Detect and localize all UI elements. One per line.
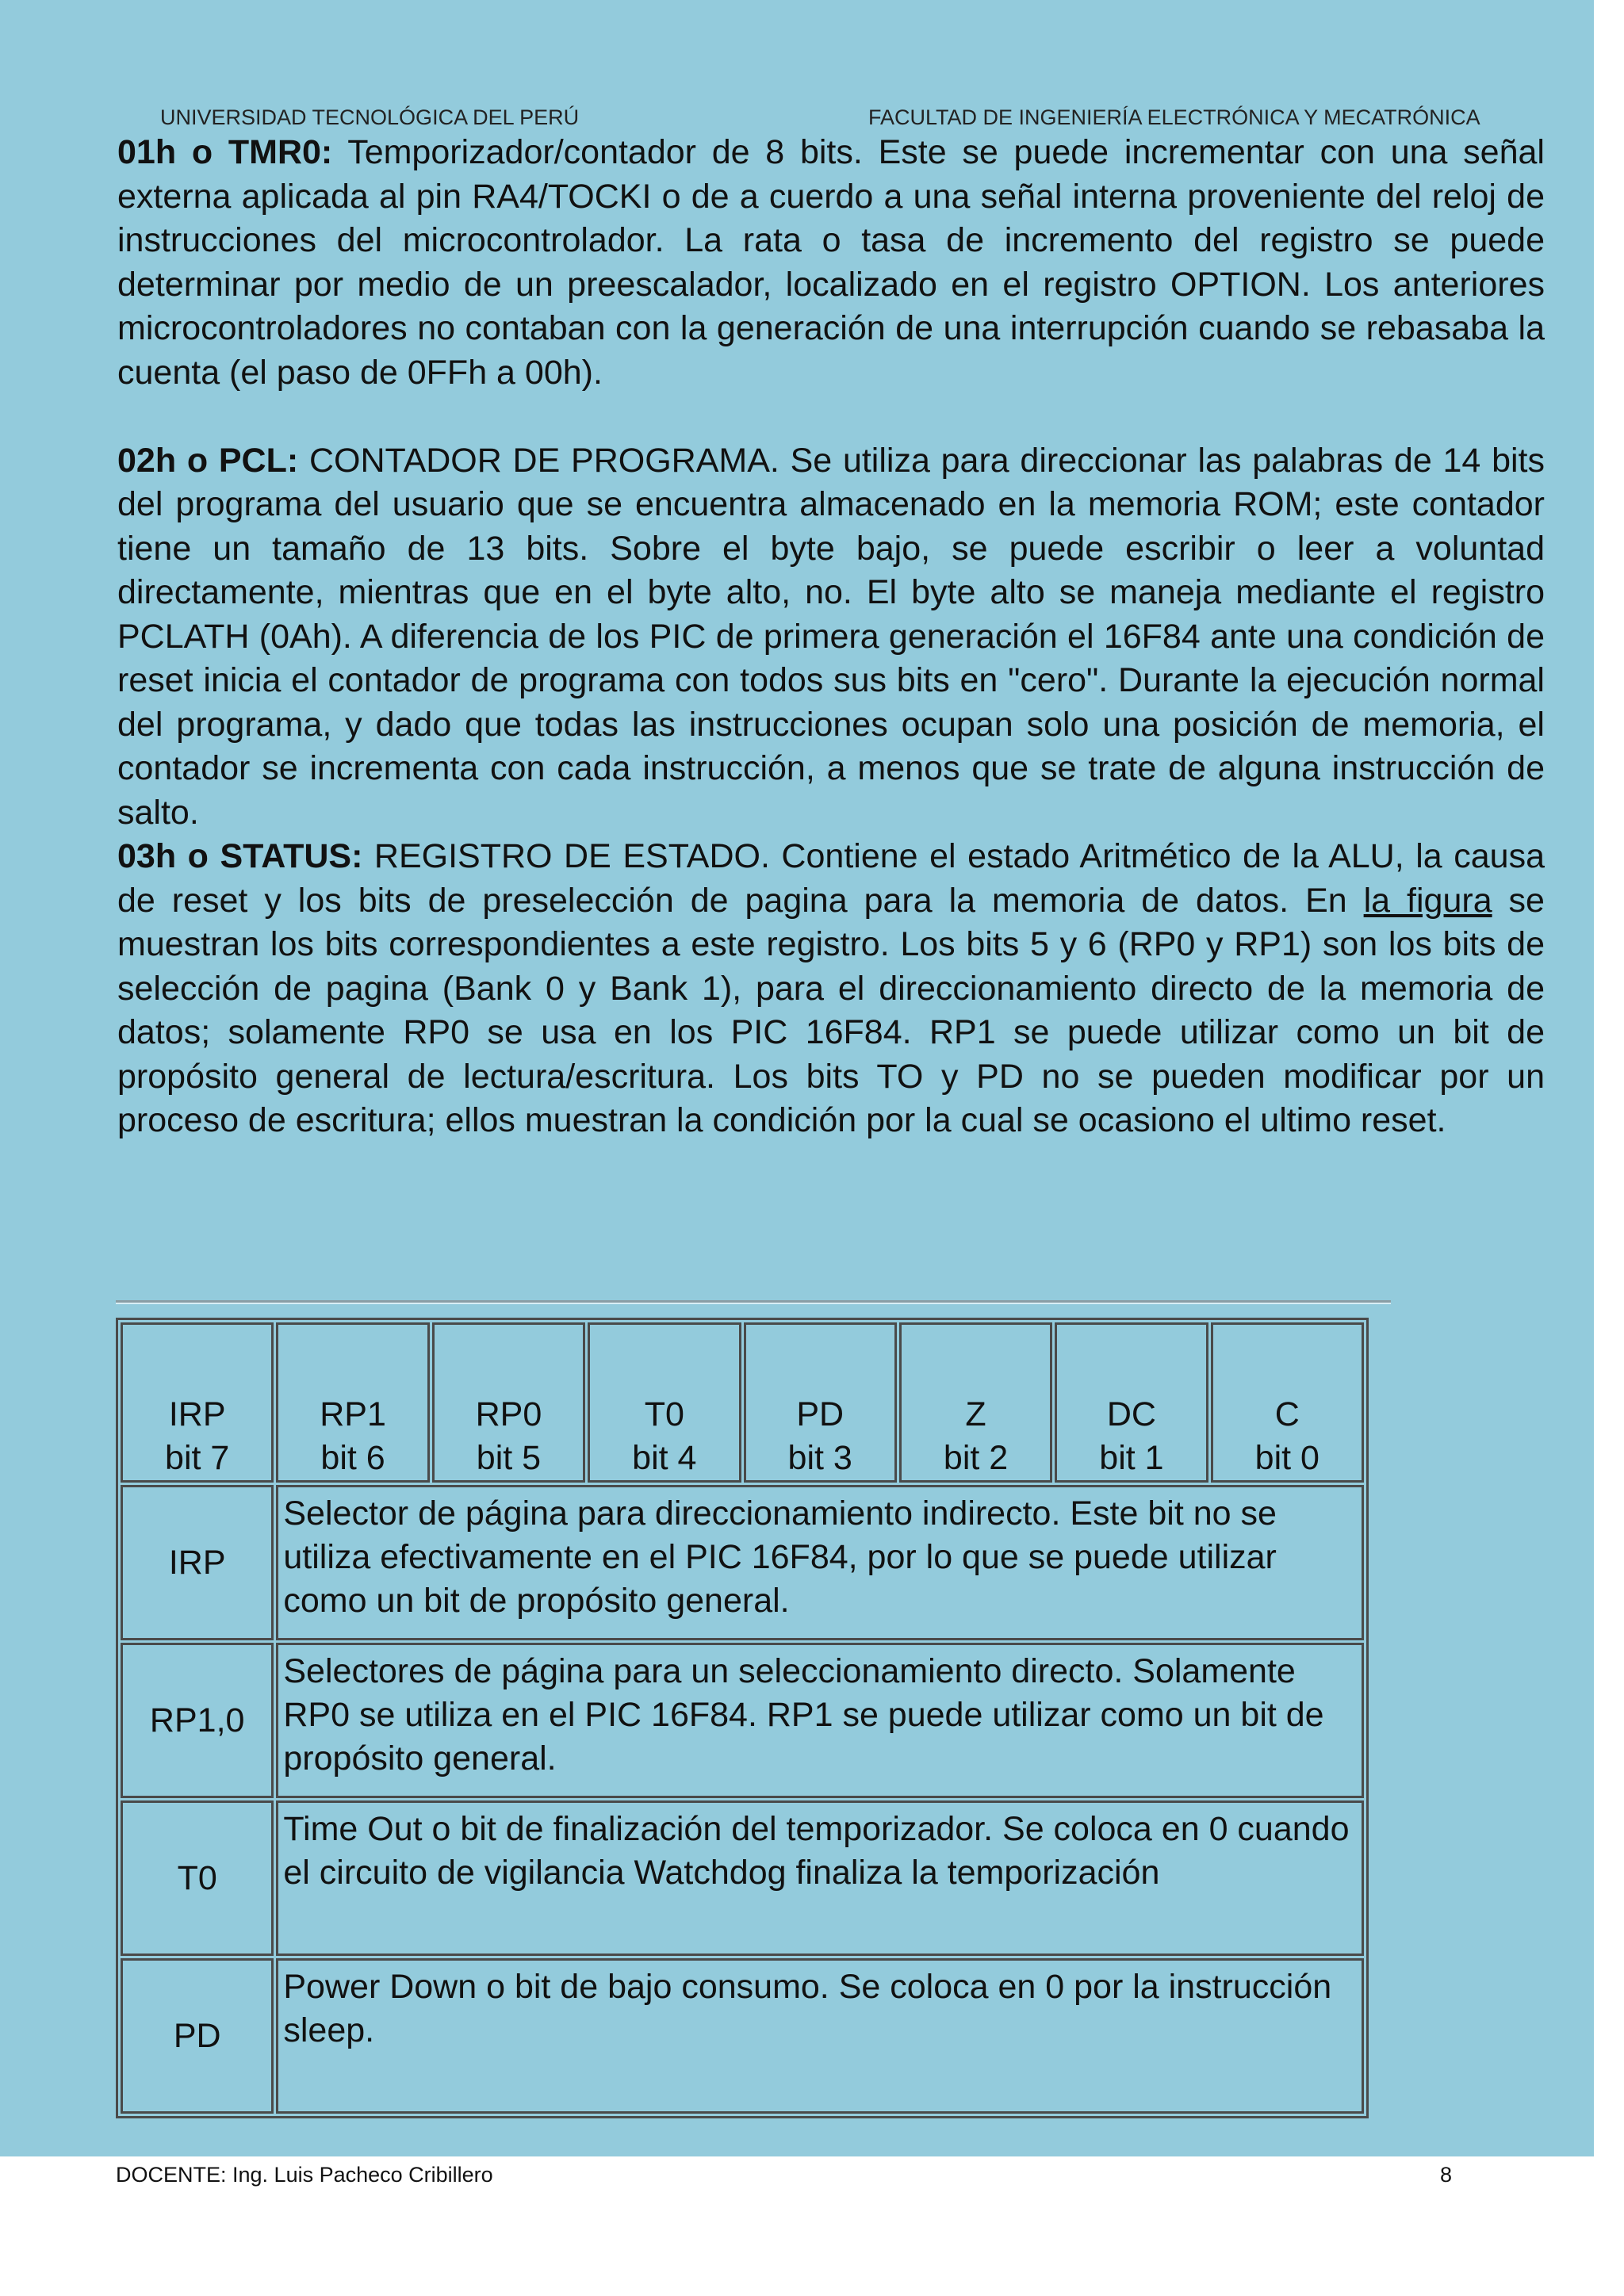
bit-cell bbox=[744, 1322, 897, 1483]
bit-name: DC bbox=[1106, 1395, 1156, 1433]
page-number: 8 bbox=[1440, 2163, 1453, 2187]
bit-name: Z bbox=[965, 1395, 986, 1433]
row-description: Time Out o bit de finalización del temporizador. Se coloca en 0 cuando el circuito de vigilancia Watchdog finaliza la temporización bbox=[276, 1800, 1364, 1956]
bit-cell bbox=[1211, 1322, 1364, 1483]
figure-link[interactable]: la figura bbox=[1363, 881, 1492, 920]
bit-cell bbox=[899, 1322, 1052, 1483]
bit-number: bit 2 bbox=[943, 1439, 1009, 1477]
section-label: 02h o PCL: bbox=[117, 441, 299, 480]
bit-number: bit 7 bbox=[165, 1439, 230, 1477]
bit-cell bbox=[276, 1322, 429, 1483]
bit-header-row bbox=[121, 1322, 1364, 1483]
bit-name: PD bbox=[796, 1395, 845, 1433]
table-row bbox=[121, 1800, 1364, 1956]
row-name: PD bbox=[121, 1958, 274, 2114]
section-text: Temporizador/contador de 8 bits. Este se puede incrementar con una señal externa aplicada al pin RA4/TOCKI o de a cuerdo a una señal interna proveniente del reloj de instrucciones del microcontrolador. La rata o tasa de incremento del registro se puede determinar por medio de un preescalador, localizado en el registro OPTION. Los anteriores microcontroladores no contaban con la generación de una interrupción cuando se rebasaba la cuenta (el paso de 0FFh a 00h). bbox=[117, 133, 1545, 392]
bit-name: IRP bbox=[168, 1395, 226, 1433]
bit-name: RP1 bbox=[320, 1395, 386, 1433]
row-description: Selector de página para direccionamiento indirecto. Este bit no se utiliza efectivamente en el PIC 16F84, por lo que se puede utilizar como un bit de propósito general. bbox=[276, 1485, 1364, 1640]
section-label: 01h o TMR0: bbox=[117, 133, 333, 171]
bit-number: bit 0 bbox=[1254, 1439, 1320, 1477]
section-label: 03h o STATUS: bbox=[117, 837, 363, 875]
bit-number: bit 6 bbox=[320, 1439, 385, 1477]
separator-line bbox=[116, 1300, 1391, 1304]
paragraph-gap bbox=[117, 395, 1545, 439]
section-status bbox=[117, 835, 1545, 1143]
row-name: IRP bbox=[121, 1485, 274, 1640]
section-pcl bbox=[117, 439, 1545, 836]
document-body bbox=[117, 131, 1545, 1143]
table-row bbox=[121, 1958, 1364, 2114]
section-text: se muestran los bits correspondientes a este registro. Los bits 5 y 6 (RP0 y RP1) son los bits de selección de pagina (Bank 0 y Bank 1), para el direccionamiento directo de la memoria de datos; solamente RP0 se usa en los PIC 16F84. RP1 se puede utilizar como un bit de propósito general de lectura/escritura. Los bits TO y PD no se pueden modificar por un proceso de escritura; ellos muestran la condición por la cual se ocasiono el ultimo reset. bbox=[117, 881, 1545, 1139]
section-tmr0 bbox=[117, 131, 1545, 395]
bit-number: bit 1 bbox=[1099, 1439, 1164, 1477]
header-university: UNIVERSIDAD TECNOLÓGICA DEL PERÚ bbox=[160, 105, 580, 129]
bit-name: RP0 bbox=[475, 1395, 542, 1433]
bit-number: bit 5 bbox=[476, 1439, 542, 1477]
header-faculty: FACULTAD DE INGENIERÍA ELECTRÓNICA Y MECATRÓNICA bbox=[868, 105, 1480, 129]
bit-number: bit 3 bbox=[787, 1439, 852, 1477]
bit-cell bbox=[121, 1322, 274, 1483]
footer-teacher: DOCENTE: Ing. Luis Pacheco Cribillero bbox=[116, 2163, 493, 2187]
bit-name: C bbox=[1274, 1395, 1300, 1433]
row-name: RP1,0 bbox=[121, 1643, 274, 1798]
bit-name: T0 bbox=[644, 1395, 684, 1433]
table-row bbox=[121, 1643, 1364, 1798]
row-name: T0 bbox=[121, 1800, 274, 1956]
table-row bbox=[121, 1485, 1364, 1640]
section-text: CONTADOR DE PROGRAMA. Se utiliza para direccionar las palabras de 14 bits del programa del usuario que se encuentra almacenado en la memoria ROM; este contador tiene un tamaño de 13 bits. Sobre el byte bajo, se puede escribir o leer a voluntad directamente, mientras que en el byte alto, no. El byte alto se maneja mediante el registro PCLATH (0Ah). A diferencia de los PIC de primera generación el 16F84 ante una condición de reset inicia el contador de programa con todos sus bits en "cero". Durante la ejecución normal del programa, y dado que todas las instrucciones ocupan solo una posición de memoria, el contador se incrementa con cada instrucción, a menos que se trate de alguna instrucción de salto. bbox=[117, 441, 1545, 832]
bit-number: bit 4 bbox=[632, 1439, 697, 1477]
row-description: Selectores de página para un seleccionamiento directo. Solamente RP0 se utiliza en el PIC 16F84. RP1 se puede utilizar como un bit de propósito general. bbox=[276, 1643, 1364, 1798]
section-text: REGISTRO DE ESTADO. Contiene el estado Aritmético de la ALU, la causa de reset y los bits de preselección de pagina para la memoria de datos. En bbox=[117, 837, 1545, 920]
bit-cell bbox=[588, 1322, 741, 1483]
bit-cell bbox=[432, 1322, 585, 1483]
row-description: Power Down o bit de bajo consumo. Se coloca en 0 por la instrucción sleep. bbox=[276, 1958, 1364, 2114]
status-register-table bbox=[116, 1318, 1369, 2118]
bit-cell bbox=[1055, 1322, 1208, 1483]
